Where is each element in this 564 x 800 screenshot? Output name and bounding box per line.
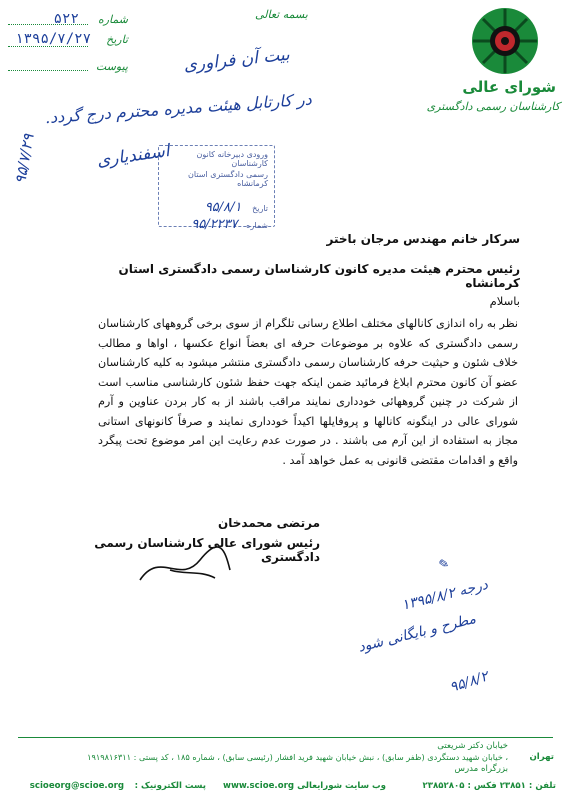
signature-scribble-icon (130, 540, 240, 590)
date-label: تاریخ (106, 33, 128, 46)
number-dotted-line (8, 24, 88, 25)
footer-website[interactable]: www.scioe.org (223, 781, 294, 791)
signatory-title: رئیس شورای عالی کارشناسان رسمی دادگستری (94, 536, 320, 564)
recipient-title: رئیس محترم هیئت مدیره کانون کارشناسان رسمی دادگستری استان کرمانشاه (118, 262, 520, 290)
org-title: شورای عالی (462, 78, 556, 96)
attachment-dotted-line (8, 70, 88, 71)
handwritten-line-2: در کارتابل هیئت مدیره محترم درج گردد. (44, 89, 313, 128)
date-field (8, 28, 128, 47)
handwritten-date-note: ۹۵/۷/۲۹ (11, 132, 38, 186)
bismillah-heading: بسمه تعالی (255, 8, 308, 21)
signatory-name: مرتضی محمدخان (218, 516, 320, 530)
handwritten-note-1: درجه ۱۳۹۵/۸/۲ (400, 576, 490, 614)
footer-divider (18, 737, 553, 738)
date-dotted-line (8, 46, 88, 47)
stamp-number-label: شماره (246, 221, 268, 230)
attachment-label: پیوست (95, 60, 128, 73)
footer-website-label: وب سایت شورایعالی : (290, 781, 386, 791)
stamp-line-2: رسمی دادگستری استان کرمانشاه (188, 170, 268, 188)
footer-email-label: پست الکترونیک : (134, 781, 206, 791)
number-value: ۵۲۲ (53, 11, 79, 27)
footer-address-line-2: ، خیابان شهید دستگردی (ظفر سابق) ، نبش خیابان شهید فرید افشار (رئیسی سابق) ، شماره ۱۸۵ ، کد پستی : ۱۹۱۹۸۱۶۳۱۱ (87, 752, 508, 762)
attachment-field (8, 55, 128, 74)
handwritten-note-2: مطرح و بایگانی شود (356, 610, 478, 656)
receipt-stamp (158, 145, 275, 232)
footer-city: تهران (529, 752, 554, 762)
number-label: شماره (97, 13, 128, 26)
stamp-date-label: تاریخ (252, 204, 268, 213)
letter-body: نظر به راه اندازی کانالهای مختلف اطلاع رسانی تلگرام از سوی برخی گروههای کارشناسان رسمی دادگستری که علاوه بر موضوعات حرفه ای بعضاً انواع عکسها ، اواها و مطالب خلاف شئون و حیثیت حرفه کارشناسان رسمی دادگستری منتشر میشود به کلیه کارشناسان عضو آن کانون محترم ابلاغ فرمائید ضمن اینکه جهت حفظ شئون کارشناسی مناسب است از شرکت در چنین گروههائی خودداری نمایند مراقب باشند از به کار بردن عناوین و آرم شورای عالی در اینگونه کانالها و پروفایلها اکیداً خودداری نمایند و صرفاً کانونهای استانی مجاز به استفاده از این آرم می باشند . در صورت عدم رعایت این امر موضوع تحت پیگرد واقع و اقدامات مقتضی قانونی به عمل خواهد آمد . (98, 317, 518, 467)
stamp-line-1: ورودی دبیرخانه کانون کارشناسان (196, 150, 268, 168)
handwritten-line-1: بیت آن فراوری (182, 44, 291, 76)
stamp-number-value: ۹۵/۲۲۳۷ (191, 217, 238, 232)
stamp-date-value: ۹۵/۸/۱ (204, 200, 242, 215)
handwritten-line-3: اسفندیاری (95, 141, 171, 172)
footer-address-line-1: خیابان دکتر شریعتی (437, 741, 508, 751)
handwritten-note-3: ۹۵/۸/۲ (447, 668, 491, 696)
footer-email[interactable]: scioeorg@scioe.org (29, 781, 124, 791)
recipient-name: سرکار خانم مهندس مرجان باختر (326, 232, 520, 246)
council-logo-icon (470, 6, 540, 76)
footer-contact-row (8, 781, 556, 795)
greeting: باسلام (489, 294, 520, 308)
footer-address-line-3: بزرگراه مدرس (454, 764, 508, 774)
footer-phone: تلفن : ۲۳۸۵۱ فکس : ۲۳۸۵۲۸۰۵ (422, 781, 556, 791)
org-subtitle: کارشناسان رسمی دادگستری (426, 100, 560, 113)
date-value: ۱۳۹۵/۷/۲۷ (15, 31, 92, 47)
handwritten-initial-icon: ✎ (435, 556, 451, 575)
